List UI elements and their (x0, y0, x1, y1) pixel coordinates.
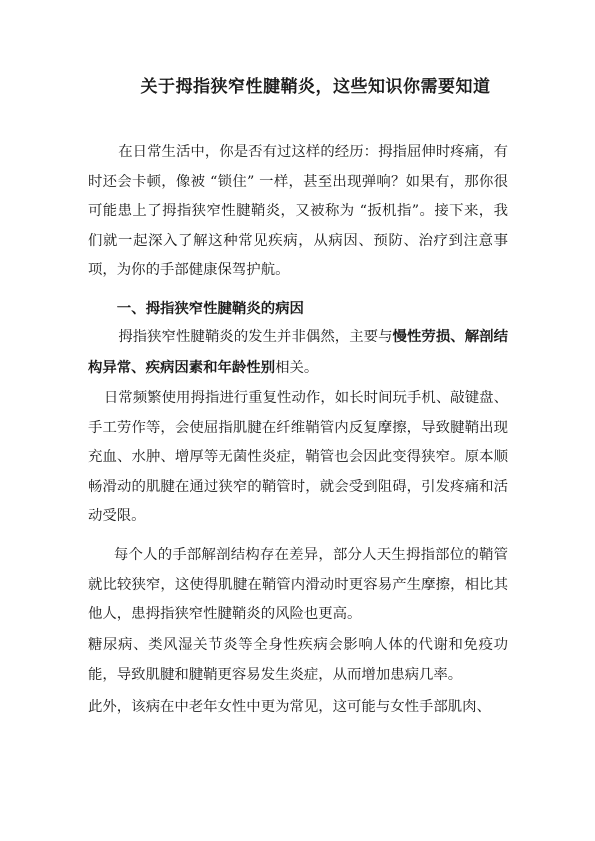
section1-paragraph-causes (88, 322, 508, 383)
section1-heading: 一、拇指狭窄性腱鞘炎的病因 (116, 300, 304, 317)
causes-text-start: 拇指狭窄性腱鞘炎的发生并非偶然，主要与 (118, 329, 393, 345)
intro-paragraph: 在日常生活中，你是否有过这样的经历：拇指屈伸时疼痛，有时还会卡顿，像被 “锁住” 一样，甚至出现弹响？如果有，那你很可能患上了拇指狭窄性腱鞘炎，又被称为 “扳机指”。接下来，我们就一起深入了解这种常见疾病，从病因、预防、治疗到注意事项，为你的手部健康保驾护航。 (88, 144, 508, 278)
section1-paragraph-anatomy: 每个人的手部解剖结构存在差异，部分人天生拇指部位的鞘管就比较狭窄，这使得肌腱在鞘管内滑动时更容易产生摩擦，相比其他人，患拇指狭窄性腱鞘炎的风险也更高。 (88, 547, 508, 622)
section1-paragraph-disease: 糖尿病、类风湿关节炎等全身性疾病会影响人体的代谢和免疫功能，导致肌腱和腱鞘更容易发生炎症，从而增加患病几率。 (88, 637, 508, 683)
causes-text-bold: 慢性劳损、解剖结构异常、疾病因素和年龄性别 (88, 328, 508, 376)
causes-text-end: 相关。 (275, 359, 319, 376)
section1-paragraph-strain: 日常频繁使用拇指进行重复性动作，如长时间玩手机、敲键盘、手工劳作等，会使屈指肌腱在纤维鞘管内反复摩擦，导致腱鞘出现充血、水肿、增厚等无菌性炎症，鞘管也会因此变得狭窄。原本顺畅滑动的肌腱在通过狭窄的鞘管时，就会受到阻碍，引发疼痛和活动受限。 (88, 390, 508, 524)
section1-paragraph-age: 此外，该病在中老年女性中更为常见，这可能与女性手部肌肉、 (88, 699, 491, 715)
document-title: 关于拇指狭窄性腱鞘炎，这些知识你需要知道 (140, 77, 491, 97)
